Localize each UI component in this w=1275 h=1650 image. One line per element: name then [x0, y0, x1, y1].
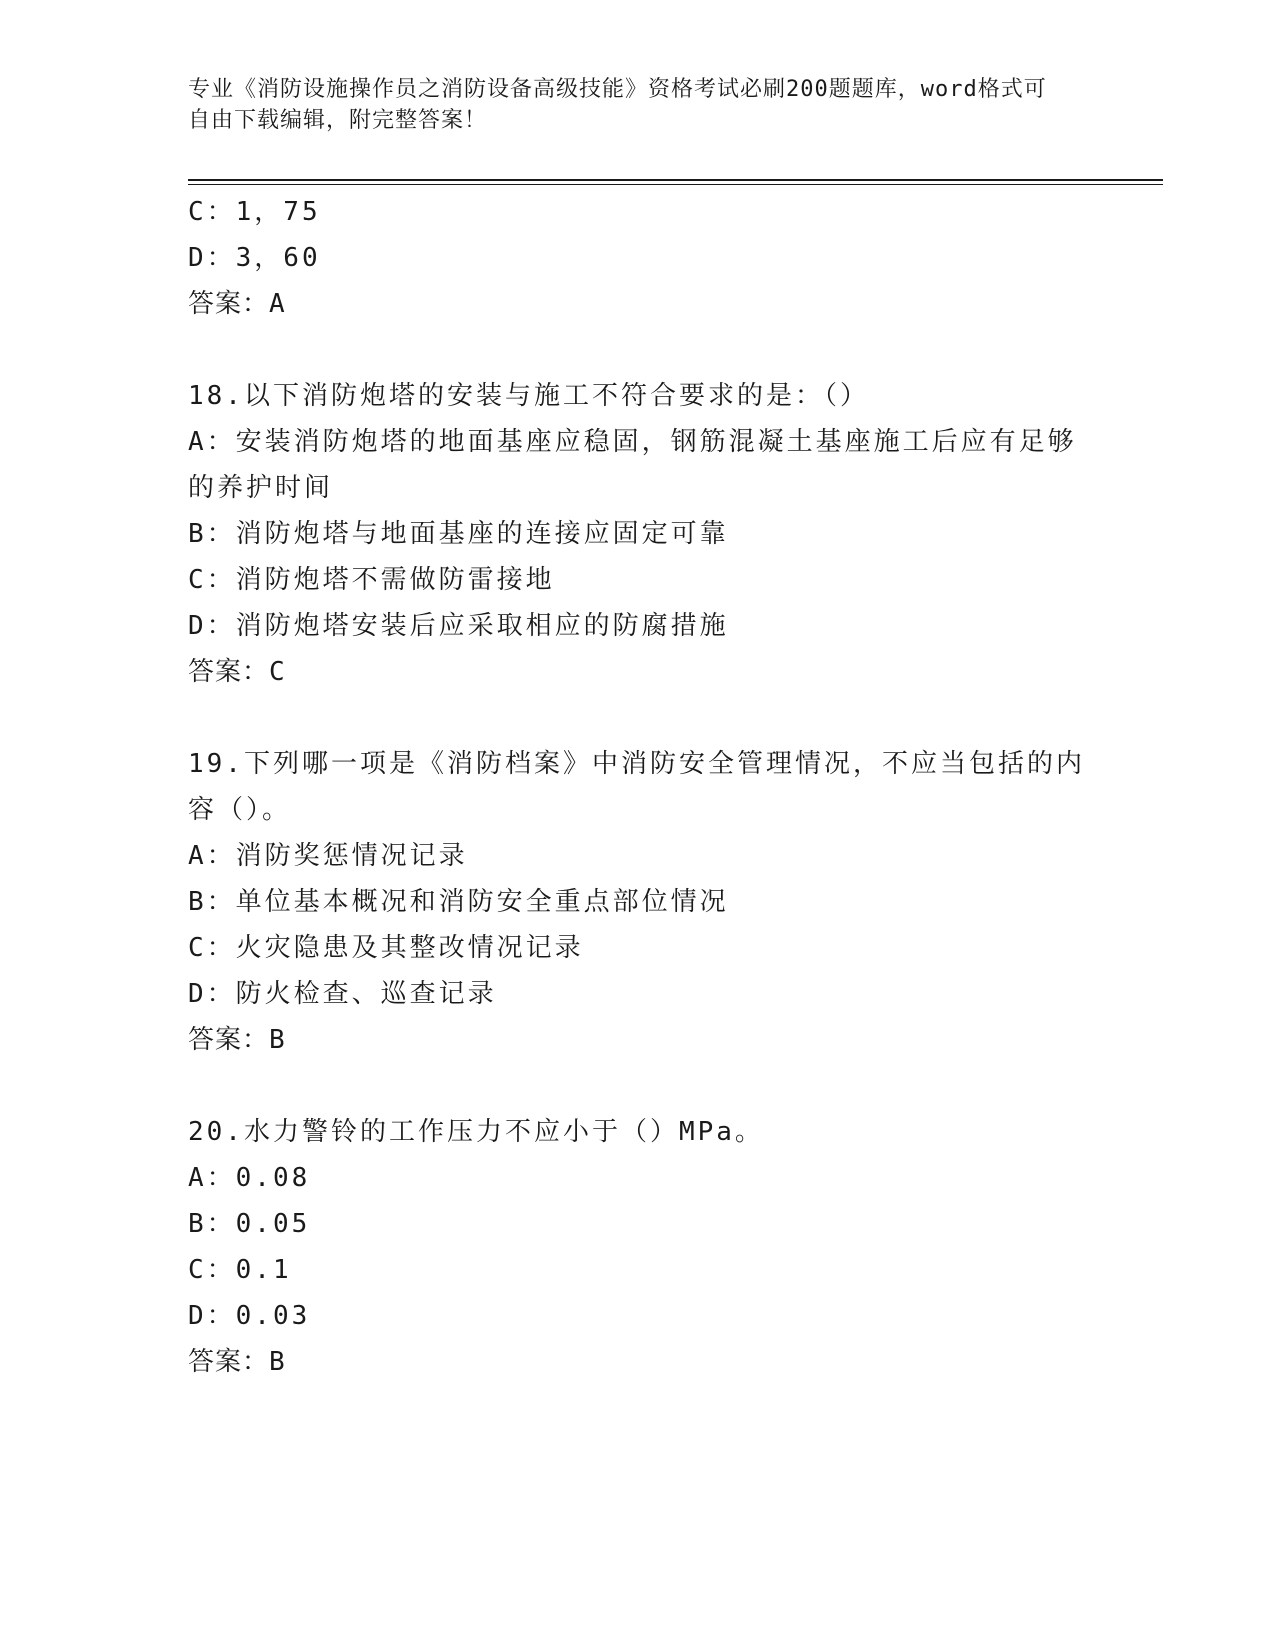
spacer [188, 695, 1088, 741]
question-stem: 18.以下消防炮塔的安装与施工不符合要求的是：（） [188, 381, 869, 411]
previous-question-fragment [188, 189, 1088, 327]
answer-line: 答案：C [188, 657, 286, 687]
question-20 [188, 1109, 1088, 1385]
option-c: C：1，75 [188, 197, 321, 227]
option-d: D：3，60 [188, 243, 321, 273]
question-19 [188, 741, 1088, 1063]
question-18 [188, 373, 1088, 695]
option-a: A：消防奖惩情况记录 [188, 841, 468, 871]
option-b: B：消防炮塔与地面基座的连接应固定可靠 [188, 519, 729, 549]
option-c: C：0.1 [188, 1255, 292, 1285]
option-b: B：单位基本概况和消防安全重点部位情况 [188, 887, 729, 917]
document-header-title: 专业《消防设施操作员之消防设备高级技能》资格考试必刷200题题库，word格式可自由下载编辑，附完整答案！ [188, 77, 1047, 133]
option-c: C：火灾隐患及其整改情况记录 [188, 933, 584, 963]
option-d: D：防火检查、巡查记录 [188, 979, 497, 1009]
spacer [188, 1063, 1088, 1109]
option-d: D：0.03 [188, 1301, 311, 1331]
question-stem: 20.水力警铃的工作压力不应小于（）MPa。 [188, 1117, 764, 1147]
header-divider-thin [188, 184, 1163, 185]
option-d: D：消防炮塔安装后应采取相应的防腐措施 [188, 611, 729, 641]
answer-line: 答案：A [188, 289, 286, 319]
option-b: B：0.05 [188, 1209, 311, 1239]
question-body [188, 189, 1088, 1385]
spacer [188, 327, 1088, 373]
header-divider-thick [188, 179, 1163, 181]
answer-line: 答案：B [188, 1347, 286, 1377]
option-a: A：0.08 [188, 1163, 311, 1193]
option-c: C：消防炮塔不需做防雷接地 [188, 565, 555, 595]
answer-line: 答案：B [188, 1025, 286, 1055]
option-a: A：安装消防炮塔的地面基座应稳固，钢筋混凝土基座施工后应有足够的养护时间 [188, 427, 1077, 503]
question-stem: 19.下列哪一项是《消防档案》中消防安全管理情况，不应当包括的内容（）。 [188, 749, 1085, 825]
